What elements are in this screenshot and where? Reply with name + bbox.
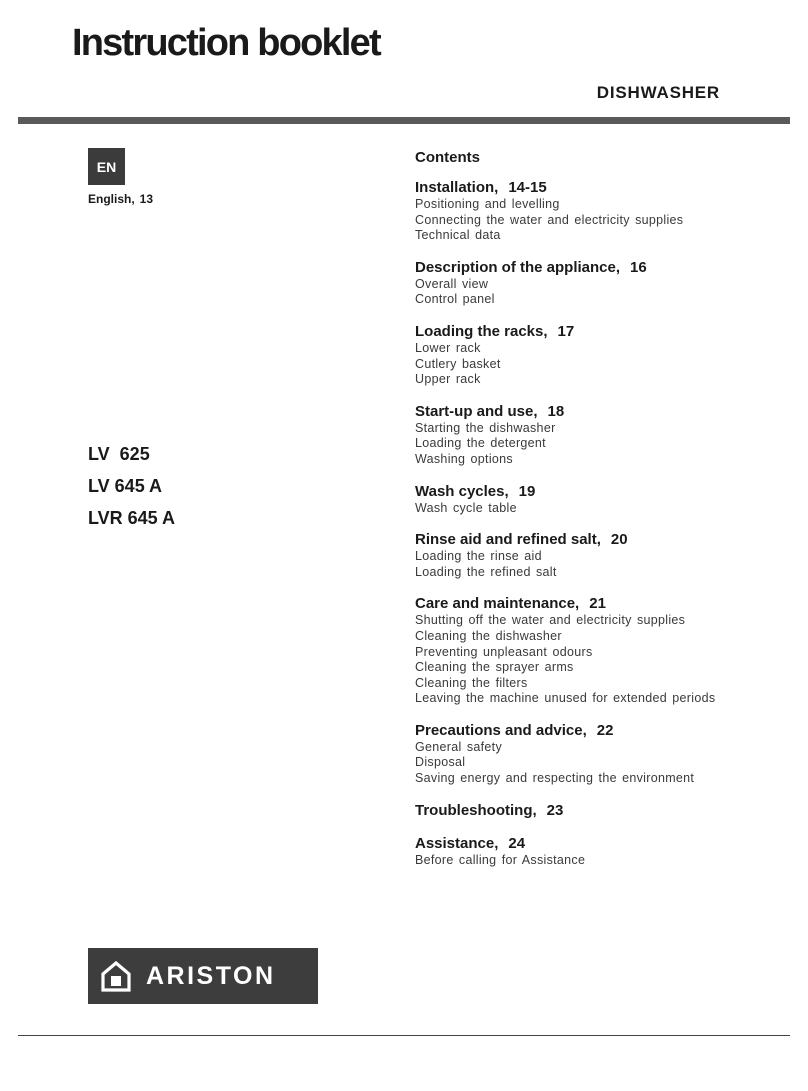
list-item: Overall view — [415, 276, 489, 291]
language-page: 13 — [139, 192, 154, 206]
section-title: Installation, — [415, 179, 499, 196]
contents-section — [415, 722, 795, 787]
footer-divider — [18, 1035, 790, 1036]
list-item: Loading the detergent — [415, 436, 546, 451]
list-item: Connecting the water and electricity supplies — [415, 212, 684, 227]
contents-section — [415, 323, 795, 388]
header-divider — [18, 117, 790, 124]
section-header — [415, 595, 795, 613]
section-header — [415, 259, 795, 277]
list-item: Control panel — [415, 292, 495, 307]
section-pages: 17 — [557, 322, 575, 340]
contents-section — [415, 531, 795, 580]
section-title: Precautions and advice, — [415, 721, 587, 739]
contents-section — [415, 835, 795, 869]
list-item: General safety — [415, 739, 502, 754]
list-item: Before calling for Assistance — [415, 852, 586, 867]
section-topic-list — [415, 853, 795, 869]
section-pages: 23 — [546, 801, 564, 819]
section-title: Rinse aid and refined salt, — [415, 531, 601, 549]
section-pages: 21 — [589, 595, 606, 613]
list-item: Cleaning the dishwasher — [415, 628, 562, 643]
section-header — [415, 531, 795, 549]
section-topic-list — [415, 341, 795, 388]
section-title: Troubleshooting, — [415, 801, 537, 819]
language-badge: EN — [88, 148, 125, 185]
model-name: LVR 645 A — [88, 508, 176, 528]
list-item: Technical data — [415, 228, 501, 243]
section-pages: 16 — [630, 258, 647, 276]
language-reference — [88, 192, 153, 206]
section-topic-list — [415, 421, 795, 468]
language-label: English, — [88, 192, 135, 206]
contents-heading: Contents — [415, 149, 480, 166]
list-item: Preventing unpleasant odours — [415, 644, 593, 659]
section-pages: 14-15 — [508, 179, 547, 196]
list-item: Loading the rinse aid — [415, 549, 542, 564]
section-pages: 18 — [547, 402, 565, 420]
list-item: Cutlery basket — [415, 356, 501, 371]
contents-section — [415, 595, 795, 707]
section-pages: 22 — [596, 721, 614, 739]
section-topic-list — [415, 549, 795, 580]
list-item: Leaving the machine unused for extended periods — [415, 691, 716, 706]
list-item: Disposal — [415, 755, 466, 770]
section-pages: 19 — [518, 482, 536, 500]
list-item: Loading the refined salt — [415, 564, 557, 579]
page-title: Instruction booklet — [72, 22, 380, 64]
list-item: Positioning and levelling — [415, 197, 560, 211]
section-title: Loading the racks, — [415, 322, 548, 340]
section-title: Start-up and use, — [415, 402, 538, 420]
section-topic-list — [415, 740, 795, 787]
list-item: Lower rack — [415, 340, 481, 355]
model-name: LV 625 — [88, 444, 150, 464]
house-icon — [100, 960, 132, 992]
contents-section — [415, 259, 795, 308]
section-title: Assistance, — [415, 834, 499, 852]
section-topic-list — [415, 277, 795, 308]
list-item: Starting the dishwasher — [415, 420, 556, 435]
section-header — [415, 483, 795, 501]
list-item: Cleaning the sprayer arms — [415, 660, 574, 675]
contents-section — [415, 403, 795, 468]
contents-section — [415, 483, 795, 517]
list-item: Wash cycle table — [415, 500, 517, 515]
list-item: Washing options — [415, 451, 513, 466]
section-topic-list — [415, 501, 795, 517]
contents-section — [415, 179, 795, 244]
product-category: DISHWASHER — [596, 83, 720, 102]
section-header — [415, 323, 795, 341]
table-of-contents — [415, 148, 795, 883]
brand-logo — [88, 948, 318, 1004]
list-item: Shutting off the water and electricity supplies — [415, 613, 686, 628]
list-item: Saving energy and respecting the environment — [415, 771, 695, 786]
section-title: Description of the appliance, — [415, 258, 621, 276]
list-item: Cleaning the filters — [415, 675, 528, 690]
brand-name: ARISTON — [146, 961, 276, 990]
section-pages: 24 — [508, 834, 526, 852]
model-name: LV 645 A — [88, 476, 163, 496]
section-header — [415, 403, 795, 421]
section-pages: 20 — [610, 531, 628, 549]
contents-sections — [415, 179, 795, 868]
model-list — [88, 441, 175, 537]
section-header — [415, 802, 795, 820]
section-topic-list — [415, 197, 795, 244]
section-title: Wash cycles, — [415, 482, 509, 500]
section-header — [415, 179, 795, 197]
list-item: Upper rack — [415, 372, 481, 387]
section-title: Care and maintenance, — [415, 595, 580, 613]
section-header — [415, 722, 795, 740]
section-topic-list — [415, 613, 795, 707]
section-header — [415, 835, 795, 853]
contents-section — [415, 802, 795, 820]
